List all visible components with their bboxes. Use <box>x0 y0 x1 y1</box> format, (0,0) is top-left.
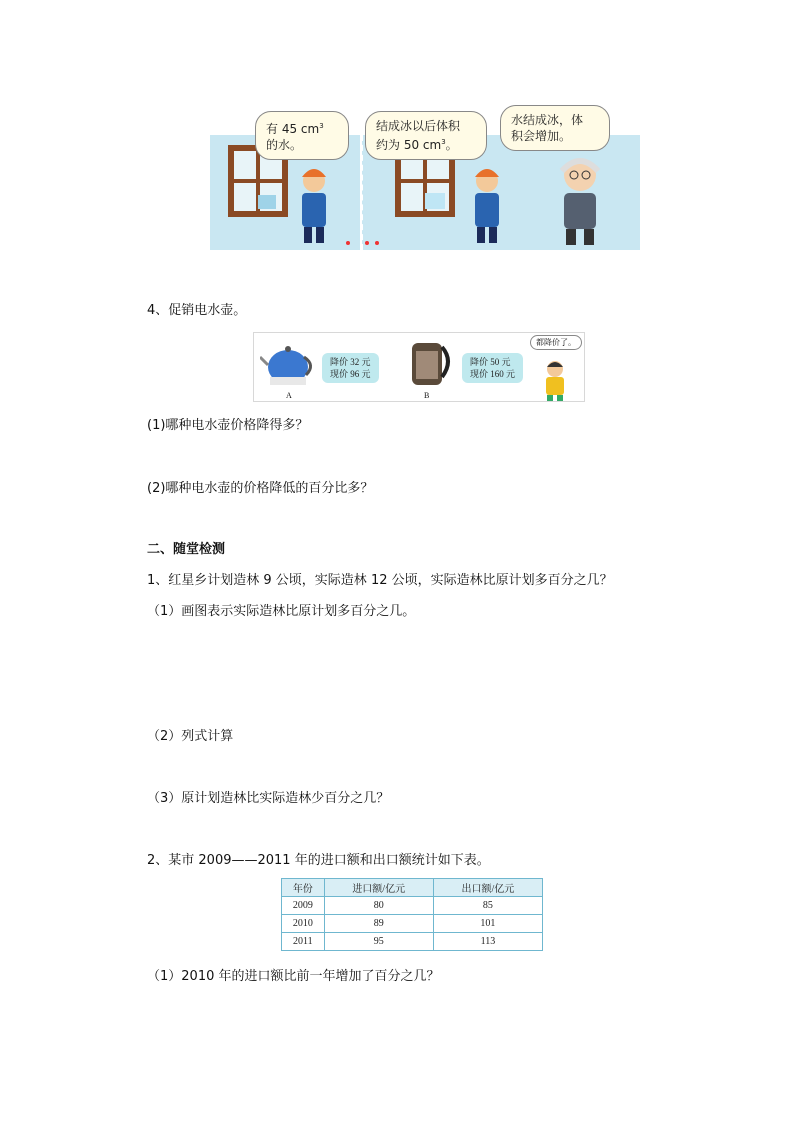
section-heading: 二、随堂检测 <box>147 542 226 557</box>
q4-title: 4、促销电水壶。 <box>147 303 247 318</box>
kettle-b-label: B <box>424 391 430 400</box>
kettle-b-price: 现价 160 元 <box>470 369 516 379</box>
trade-table <box>281 878 543 951</box>
kettle-a-price: 现价 96 元 <box>330 369 371 379</box>
dot-decoration <box>365 241 369 245</box>
table-cell: 101 <box>433 915 542 933</box>
table-cell: 2009 <box>282 897 325 915</box>
table-cell: 80 <box>324 897 433 915</box>
problem1-sub2: （2）列式计算 <box>147 729 234 744</box>
bubble1-line1: 有 45 cm <box>266 122 320 136</box>
table-cell: 89 <box>324 915 433 933</box>
table-header-row <box>282 879 543 897</box>
kettle-a-discount: 降价 32 元 <box>330 357 371 367</box>
bubble1-sup: 3 <box>319 122 324 130</box>
table-row <box>282 897 543 915</box>
table-header: 出口额/亿元 <box>433 879 542 897</box>
boy-figure <box>538 359 572 401</box>
bubble2-line2: 约为 50 cm <box>376 138 442 152</box>
dot-decoration <box>346 241 350 245</box>
q4-sub2: (2)哪种电水壶的价格降低的百分比多？ <box>147 481 374 496</box>
kettle-a-price-card <box>322 353 379 383</box>
bubble3-line1: 水结成冰，体 <box>511 113 584 127</box>
table-row <box>282 933 543 951</box>
bubble3-line2: 积会增加。 <box>511 129 572 143</box>
problem1-sub3: （3）原计划造林比实际造林少百分之几？ <box>147 791 390 806</box>
boy-speech-bubble: 都降价了。 <box>530 335 582 350</box>
kettle-b-icon <box>404 337 454 389</box>
bubble2-line1: 结成冰以后体积 <box>376 119 461 133</box>
table-header: 进口额/亿元 <box>324 879 433 897</box>
table-header: 年份 <box>282 879 325 897</box>
kettle-a-icon <box>260 337 316 389</box>
divider <box>361 135 363 250</box>
child-figure-right <box>465 165 510 245</box>
table-cell: 113 <box>433 933 542 951</box>
bubble2-sup: 3 <box>441 138 446 146</box>
comic-illustration <box>210 105 640 250</box>
problem2-text: 2、某市 2009——2011 年的进口额和出口额统计如下表。 <box>147 853 490 868</box>
table-cell: 95 <box>324 933 433 951</box>
kettle-promo-strip <box>253 332 585 402</box>
speech-bubble-2 <box>365 111 487 160</box>
dot-decoration <box>375 241 379 245</box>
table-cell: 85 <box>433 897 542 915</box>
kettle-a-label: A <box>286 391 292 400</box>
bubble1-line2: 的水。 <box>266 138 303 152</box>
kettle-b-price-card <box>462 353 523 383</box>
child-figure-left <box>292 165 337 245</box>
q4-sub1: (1)哪种电水壶价格降得多？ <box>147 418 309 433</box>
problem2-sub1: （1）2010 年的进口额比前一年增加了百分之几？ <box>147 969 440 984</box>
table-cell: 2011 <box>282 933 325 951</box>
speech-bubble-3 <box>500 105 610 151</box>
professor-figure <box>550 153 610 248</box>
table-row <box>282 915 543 933</box>
problem1-text: 1、红星乡计划造林 9 公顷，实际造林 12 公顷，实际造林比原计划多百分之几？ <box>147 573 613 588</box>
bubble2-tail: 。 <box>445 138 458 152</box>
table-cell: 2010 <box>282 915 325 933</box>
speech-bubble-1 <box>255 111 349 160</box>
kettle-b-discount: 降价 50 元 <box>470 357 511 367</box>
problem1-sub1: （1）画图表示实际造林比原计划多百分之几。 <box>147 604 416 619</box>
